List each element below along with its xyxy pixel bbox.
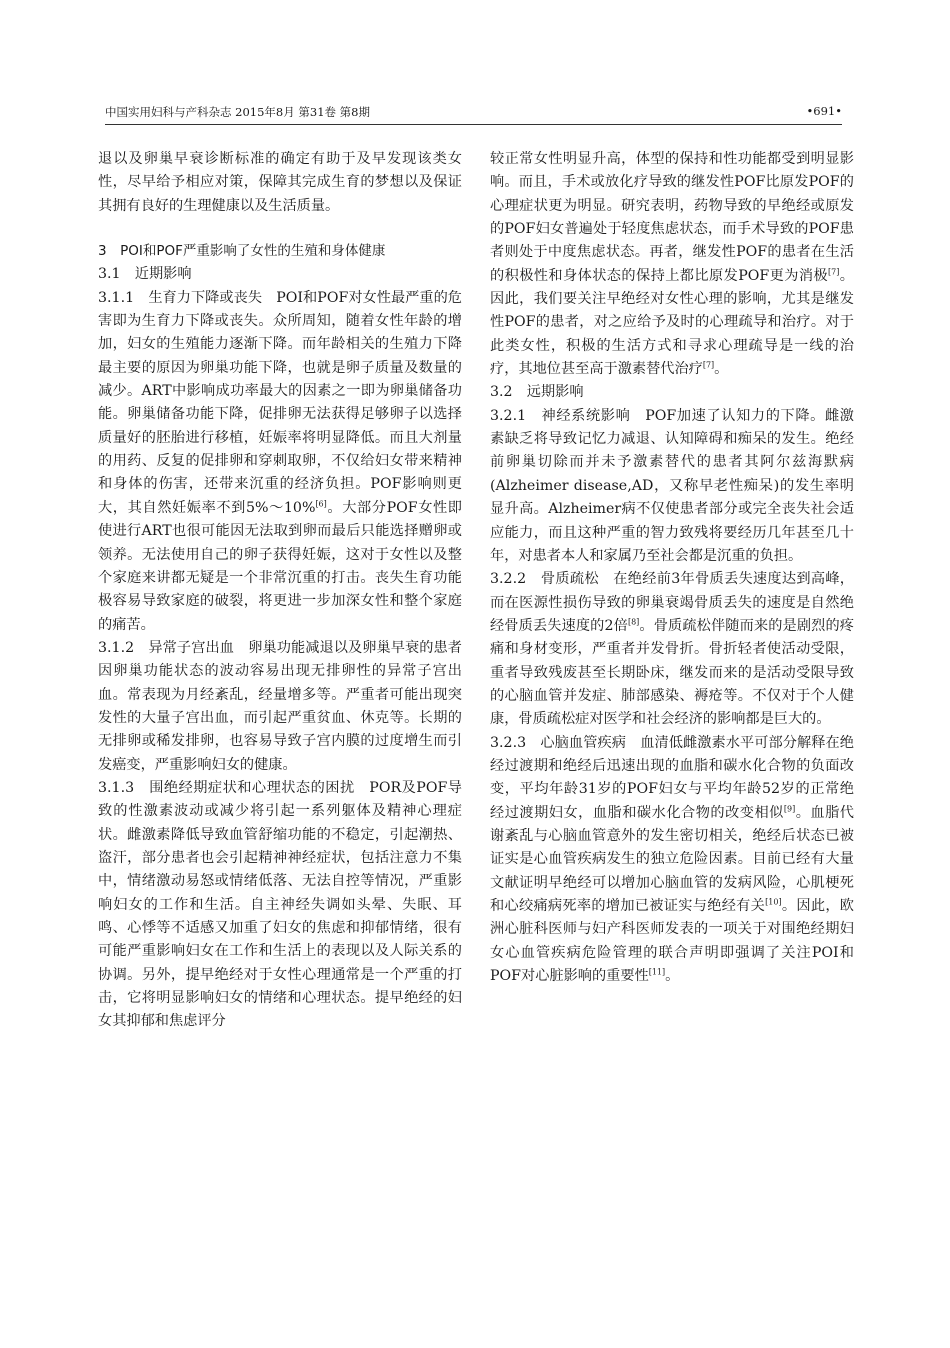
section-3-2-3-text-b: 。血脂代谢紊乱与心脑血管意外的发生密切相关，绝经后状态已被证实是心血管疾病发生的独立危险因素。目前已经有大量文献证明早绝经可以增加心脑血管的发病风险，心肌梗死和心绞痛病死率的增加已被证实与绝经有关	[490, 804, 854, 914]
section-3-2-3-text-a: 血清低雌激素水平可部分解释在绝经过渡期和绝经后迅速出现的血脂和碳水化合物的负面改变，平均年龄31岁的POF妇女与平均年龄52岁的正常绝经过渡期妇女，血脂和碳水化合物的改变相似	[490, 734, 854, 821]
citation-ref: [8]	[627, 617, 640, 627]
section-3-1-1-paragraph	[98, 287, 462, 637]
citation-ref: [9]	[783, 803, 796, 813]
section-3-1-2-paragraph	[98, 637, 462, 777]
section-3-1-2-heading: 3.1.2 异常子宫出血	[98, 639, 249, 656]
citation-ref: [11]	[648, 967, 666, 977]
intro-paragraph: 退以及卵巢早衰诊断标准的确定有助于及早发现该类女性，尽早给予相应对策，保障其完成生育的梦想以及保证其拥有良好的生理健康以及生活质量。	[98, 151, 462, 214]
right-column	[490, 148, 854, 988]
section-3-1-1-text-a: POI和POF对女性最严重的危害即为生育力下降或丧失。众所周知，随着女性年龄的增加，妇女的生殖能力逐渐下降。而年龄相关的生殖力下降最主要的原因为卵巢功能下降，也就是卵子质量及数量的减少。ART中影响成功率最大的因素之一即为卵巢储备功能。卵巢储备功能下降，促排卵无法获得足够卵子以选择质量好的胚胎进行移植，妊娠率将明显降低。而且大剂量的用药、反复的促排卵和穿刺取卵，不仅给妇女带来精神和身体的伤害，还带来沉重的经济负担。POF影响则更大，其自然妊娠率不到5%～10%	[98, 289, 462, 516]
journal-citation: 中国实用妇科与产科杂志 2015年8月 第31卷 第8期	[105, 105, 370, 119]
section-3-1-3-text: POR及POF导致的性激素波动或减少将引起一系列躯体及精神心理症状。雌激素降低导致血管舒缩功能的不稳定，引起潮热、盗汗，部分患者也会引起精神神经症状，包括注意力不集中，情绪激动易怒或情绪低落、无法自控等情况，严重影响妇女的工作和生活。自主神经失调如头晕、失眠、耳鸣、心悸等不适感又加重了妇女的焦虑和抑郁情绪，很有可能严重影响妇女在工作和生活上的表现以及人际关系的协调。另外，提早绝经对于女性心理通常是一个严重的打击，它将明显影响妇女的情绪和心理状态。提早绝经的妇女其抑郁和焦虑评分	[98, 779, 462, 1030]
citation-ref: [7]	[828, 266, 840, 276]
section-3-2-2-paragraph	[490, 568, 854, 731]
continued-text-c: 。	[714, 361, 729, 378]
citation-ref: [10]	[765, 897, 782, 907]
section-3-2-3-text-c: 。因此，欧洲心脏科医师与妇产科医师发表的一项关于对围绝经期妇女心血管疾病危险管理的联合声明即强调了关注POI和POF对心脏影响的重要性	[490, 898, 854, 985]
running-header	[105, 102, 842, 125]
left-column	[98, 148, 462, 1034]
citation-ref: [7]	[702, 360, 715, 370]
continued-text-b: 。因此，我们要关注早绝经对女性心理的影响，尤其是继发性POF的患者，对之应给予及时的心理疏导和治疗。对于此类女性，积极的生活方式和寻求心理疏导是一线的治疗，其地位甚至高于激素替代治疗	[490, 267, 854, 378]
section-3-2-2-heading: 3.2.2 骨质疏松	[490, 571, 614, 588]
section-3-1-1-heading: 3.1.1 生育力下降或丧失	[98, 289, 277, 306]
section-3-1-heading: 3.1 近期影响	[98, 266, 192, 283]
section-3-2-1-heading: 3.2.1 神经系统影响	[490, 407, 646, 424]
section-3-2-2-text-b: 。骨质疏松伴随而来的是剧烈的疼痛和身材变形，严重者并发骨折。骨折轻者使活动受限，重者导致残废甚至长期卧床，继发而来的是活动受限导致的心脑血管并发症、肺部感染、褥疮等。不仅对于个人健康，骨质疏松症对医学和社会经济的影响都是巨大的。	[490, 617, 854, 728]
section-3-1-3-heading: 3.1.3 围绝经期症状和心理状态的困扰	[98, 779, 370, 796]
citation-ref: [6]	[315, 499, 327, 509]
section-3-2-heading: 3.2 远期影响	[490, 384, 584, 401]
section-3-2-1-text: POF加速了认知力的下降。雌激素缺乏将导致记忆力减退、认知障碍和痴呆的发生。绝经前卵巢切除而并未予激素替代的患者其阿尔兹海默病(Alzheimer disease,AD，又称早老性痴呆)的发生率明显升高。Alzheimer病不仅使患者部分或完全丧失社会适应能力，而且这种严重的智力致残将要经历几年甚至几十年，对患者本人和家属乃至社会都是沉重的负担。	[490, 407, 854, 564]
section-3-1-2-text: 卵巢功能减退以及卵巢早衰的患者因卵巢功能状态的波动容易出现无排卵性的异常子宫出血。常表现为月经紊乱，经量增多等。严重者可能出现突发性的大量子宫出血，而引起严重贫血、休克等。长期的无排卵或稀发排卵，也容易导致子宫内膜的过度增生而引发癌变，严重影响妇女的健康。	[98, 639, 462, 773]
section-3-heading: 3 POI和POF严重影响了女性的生殖和身体健康	[98, 243, 386, 260]
continued-text-a: 较正常女性明显升高，体型的保持和性功能都受到明显影响。而且，手术或放化疗导致的继发性POF比原发POF的心理症状更为明显。研究表明，药物导致的早绝经或原发的POF妇女普遍处于轻度焦虑状态，而手术导致的POF患者则处于中度焦虑状态。再者，继发性POF的患者在生活的积极性和身体状态的保持上都比原发POF更为消极	[490, 151, 854, 284]
section-3-2-1-paragraph	[490, 405, 854, 568]
page-number: •691•	[806, 104, 842, 118]
section-3-2-3-heading: 3.2.3 心脑血管疾病	[490, 734, 641, 751]
continued-paragraph	[490, 148, 854, 381]
section-3-1-3-paragraph	[98, 777, 462, 1034]
section-3-2-3-paragraph	[490, 732, 854, 989]
section-3-1-1-text-b: 。大部分POF女性即使进行ART也很可能因无法取到卵而最后只能选择赠卵或领养。无法使用自己的卵子获得妊娠，这对于女性以及整个家庭来讲都无疑是一个非常沉重的打击。丧失生育功能极容易导致家庭的破裂，将更进一步加深女性和整个家庭的痛苦。	[98, 499, 462, 633]
section-3-2-2-text-a: 在绝经前3年骨质丢失速度达到高峰，而在医源性损伤导致的卵巢衰竭骨质丢失的速度是自然绝经骨质丢失速度的2倍	[490, 571, 854, 634]
section-3-2-3-text-d: 。	[665, 968, 680, 985]
